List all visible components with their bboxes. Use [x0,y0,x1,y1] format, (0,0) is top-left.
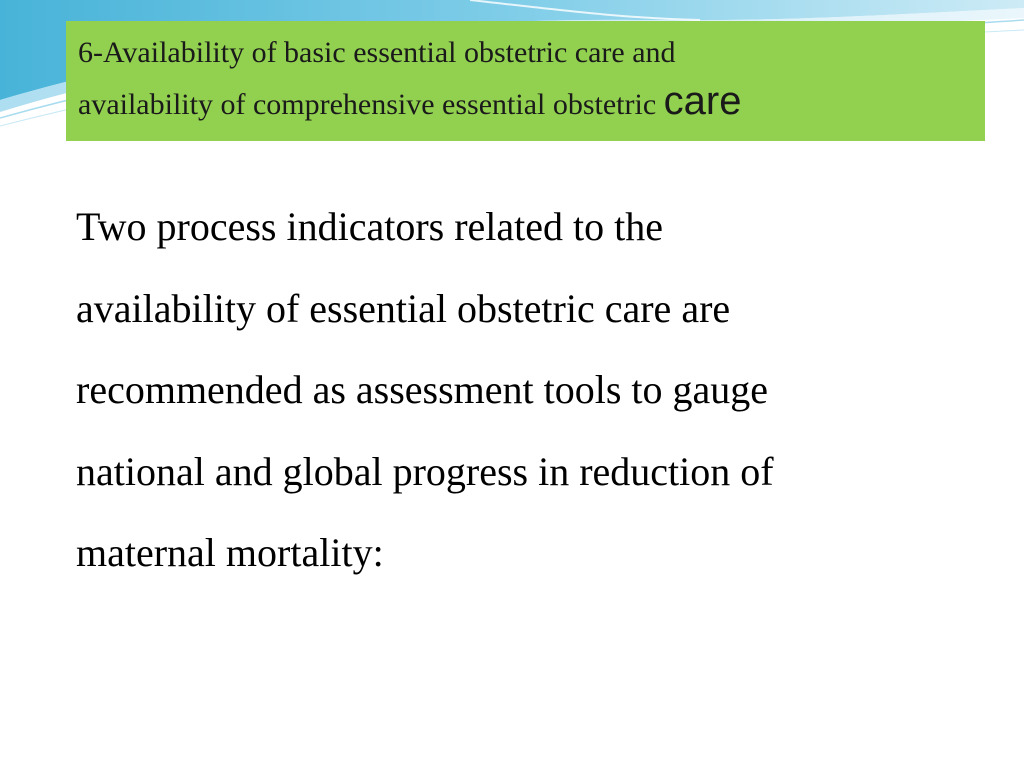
body-line-5: maternal mortality: [76,530,384,575]
title-line-2-text: availability of comprehensive essential obstetric [78,88,664,121]
title-line-1: 6-Availability of basic essential obstetric care and [78,36,676,69]
title-line-2 [78,77,973,129]
body-text [76,186,976,594]
body-line-3: recommended as assessment tools to gauge [76,367,769,412]
body-line-2: availability of essential obstetric care are [76,285,731,331]
title-box [66,21,985,141]
body-line-4: national and global progress in reduction of [76,448,774,494]
body-line-1: Two process indicators related to the [76,204,664,249]
title-last-word: care [663,79,742,123]
